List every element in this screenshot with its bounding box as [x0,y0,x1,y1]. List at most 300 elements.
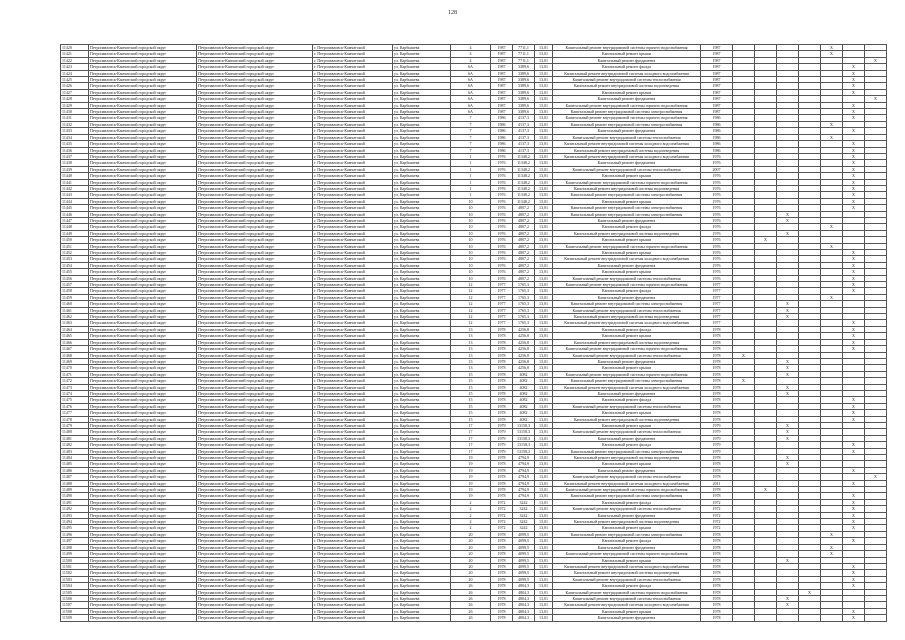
rate-cell: 13,01 [535,576,553,582]
last-repair-year-cell: 1987 [701,109,733,115]
city-cell: г. Петропавловск-Камчатский [313,51,393,57]
row-number: 11474 [61,390,89,396]
work-type-cell: Капитальный ремонт внутридомовой системы водоотведения [553,314,701,320]
municipality-cell: Петропавловск-Камчатский городской округ [89,147,197,153]
street-cell: ул. Карбышева [393,448,451,454]
year-built-cell: 1986 [491,147,513,153]
house-cell: 20 [451,531,491,537]
rate-cell: 13,01 [535,173,553,179]
city-cell: г. Петропавловск-Камчатский [313,96,393,102]
street-cell: ул. Карбышева [393,576,451,582]
work-type-cell: Капитальный ремонт внутридомовой системы холодного водоснабжения [553,480,701,486]
area-cell: 1765,3 [513,320,535,326]
period-mark-cell: X [843,102,865,108]
row-number: 11472 [61,378,89,384]
city-cell: г. Петропавловск-Камчатский [313,294,393,300]
work-type-cell: Капитальный ремонт фасада [553,583,701,589]
area-cell: 4137,3 [513,147,535,153]
area-cell: 3389,6 [513,96,535,102]
area-cell: 1765,3 [513,301,535,307]
year-built-cell: 1978 [491,583,513,589]
street-cell: ул. Карбышева [393,615,451,621]
city-cell: г. Петропавловск-Камчатский [313,237,393,243]
settlement-cell: Петропавловск-Камчатский городской округ [197,288,313,294]
period-mark-cell: X [865,474,887,480]
house-cell: 10 [451,237,491,243]
period-mark-cell: X [865,96,887,102]
area-cell: 4804,3 [513,608,535,614]
municipality-cell: Петропавловск-Камчатский городской округ [89,198,197,204]
house-cell: 17 [451,448,491,454]
work-type-cell: Капитальный ремонт внутридомовой системы электроснабжения [553,192,701,198]
street-cell: ул. Карбышева [393,160,451,166]
area-cell: 4082 [513,416,535,422]
settlement-cell: Петропавловск-Камчатский городской округ [197,455,313,461]
house-cell: 1 [451,166,491,172]
street-cell: ул. Карбышева [393,153,451,159]
work-type-cell: Капитальный ремонт внутридомовой системы водоотведения [553,147,701,153]
street-cell: ул. Карбышева [393,390,451,396]
last-repair-year-cell: 1976 [701,224,733,230]
area-cell: 4137,3 [513,115,535,121]
area-cell: 3389,6 [513,89,535,95]
area-cell: 4099,5 [513,538,535,544]
work-type-cell: Капитальный ремонт фундамента [553,96,701,102]
row-number: 11477 [61,410,89,416]
last-repair-year-cell: 1978 [701,595,733,601]
year-built-cell: 1978 [491,346,513,352]
last-repair-year-cell: 1987 [701,102,733,108]
period-mark-cell: X [843,333,865,339]
house-cell: 12 [451,288,491,294]
row-number: 11475 [61,397,89,403]
street-cell: ул. Карбышева [393,307,451,313]
repair-register-table [60,44,887,622]
rate-cell: 13,01 [535,378,553,384]
last-repair-year-cell: 1987 [701,70,733,76]
rate-cell: 13,01 [535,121,553,127]
last-repair-year-cell: 1978 [701,455,733,461]
row-number: 11496 [61,531,89,537]
street-cell: ул. Карбышева [393,166,451,172]
municipality-cell: Петропавловск-Камчатский городской округ [89,570,197,576]
street-cell: ул. Карбышева [393,519,451,525]
municipality-cell: Петропавловск-Камчатский городской округ [89,461,197,467]
year-built-cell: 1978 [491,595,513,601]
last-repair-year-cell: 1978 [701,461,733,467]
settlement-cell: Петропавловск-Камчатский городской округ [197,77,313,83]
rate-cell: 13,01 [535,102,553,108]
street-cell: ул. Карбышева [393,480,451,486]
work-type-cell: Капитальный ремонт внутридомовой системы теплоснабжения [553,77,701,83]
last-repair-year-cell: 1978 [701,570,733,576]
rate-cell: 13,01 [535,269,553,275]
period-mark-cell: X [843,160,865,166]
rate-cell: 13,01 [535,294,553,300]
row-number: 11452 [61,250,89,256]
area-cell: 4256,8 [513,365,535,371]
city-cell: г. Петропавловск-Камчатский [313,576,393,582]
house-cell: 1 [451,192,491,198]
street-cell: ул. Карбышева [393,128,451,134]
year-built-cell: 1972 [491,512,513,518]
municipality-cell: Петропавловск-Камчатский городской округ [89,192,197,198]
house-cell: 10 [451,262,491,268]
city-cell: г. Петропавловск-Камчатский [313,583,393,589]
year-built-cell: 1978 [491,570,513,576]
house-cell: 10 [451,211,491,217]
house-cell: 15 [451,403,491,409]
street-cell: ул. Карбышева [393,102,451,108]
row-number: 11457 [61,282,89,288]
municipality-cell: Петропавловск-Камчатский городской округ [89,583,197,589]
street-cell: ул. Карбышева [393,115,451,121]
city-cell: г. Петропавловск-Камчатский [313,435,393,441]
area-cell: 4804,3 [513,583,535,589]
settlement-cell: Петропавловск-Камчатский городской округ [197,365,313,371]
rate-cell: 13,01 [535,474,553,480]
rate-cell: 13,01 [535,45,553,51]
municipality-cell: Петропавловск-Камчатский городской округ [89,70,197,76]
house-cell: 10 [451,250,491,256]
period-mark-cell: X [843,499,865,505]
municipality-cell: Петропавловск-Камчатский городской округ [89,109,197,115]
work-type-cell: Капитальный ремонт фасада [553,326,701,332]
work-type-cell: Капитальный ремонт внутридомовой системы электроснабжения [553,531,701,537]
work-type-cell: Капитальный ремонт крыши [553,410,701,416]
house-cell: 19 [451,480,491,486]
work-type-cell: Капитальный ремонт фундамента [553,390,701,396]
row-number: 11462 [61,314,89,320]
rate-cell: 13,01 [535,51,553,57]
area-cell: 4256,8 [513,339,535,345]
area-cell: 4807,2 [513,256,535,262]
work-type-cell: Капитальный ремонт фундамента [553,544,701,550]
municipality-cell: Петропавловск-Камчатский городской округ [89,115,197,121]
last-repair-year-cell: 1977 [701,301,733,307]
year-built-cell: 1978 [491,384,513,390]
period-mark-cell: X [821,134,843,140]
city-cell: г. Петропавловск-Камчатский [313,301,393,307]
last-repair-year-cell: 1977 [701,288,733,294]
area-cell: 4807,2 [513,275,535,281]
house-cell: 7 [451,115,491,121]
last-repair-year-cell: 1987 [701,83,733,89]
row-number: 11498 [61,544,89,550]
municipality-cell: Петропавловск-Камчатский городской округ [89,557,197,563]
work-type-cell: Капитальный ремонт крыши [553,333,701,339]
last-repair-year-cell: 1978 [701,371,733,377]
year-built-cell: 1972 [491,519,513,525]
house-cell: 2 [451,512,491,518]
street-cell: ул. Карбышева [393,301,451,307]
house-cell: 20 [451,557,491,563]
period-mark-cell: X [843,192,865,198]
settlement-cell: Петропавловск-Камчатский городской округ [197,96,313,102]
year-built-cell: 1976 [491,224,513,230]
work-type-cell: Капитальный ремонт внутридомовой системы холодного водоснабжения [553,141,701,147]
city-cell: г. Петропавловск-Камчатский [313,153,393,159]
city-cell: г. Петропавловск-Камчатский [313,595,393,601]
year-built-cell: 1986 [491,115,513,121]
area-cell: 3389,6 [513,102,535,108]
area-cell: 3389,6 [513,83,535,89]
street-cell: ул. Карбышева [393,224,451,230]
year-built-cell: 1972 [491,506,513,512]
rate-cell: 13,01 [535,525,553,531]
work-type-cell: Капитальный ремонт внутридомовой системы горячего водоснабжения [553,102,701,108]
settlement-cell: Петропавловск-Камчатский городской округ [197,378,313,384]
row-number: 11420 [61,45,89,51]
work-type-cell: Капитальный ремонт фундамента [553,435,701,441]
street-cell: ул. Карбышева [393,89,451,95]
last-repair-year-cell: 1972 [701,506,733,512]
area-cell: 11348,2 [513,198,535,204]
rate-cell: 13,01 [535,314,553,320]
period-mark-cell: X [843,198,865,204]
period-mark-cell: X [843,128,865,134]
last-repair-year-cell: 1978 [701,416,733,422]
row-number: 11454 [61,262,89,268]
house-cell: 26 [451,595,491,601]
work-type-cell: Капитальный ремонт внутридомовой системы теплоснабжения [553,352,701,358]
year-built-cell: 1976 [491,269,513,275]
municipality-cell: Петропавловск-Камчатский городской округ [89,352,197,358]
last-repair-year-cell: 1976 [701,275,733,281]
rate-cell: 13,01 [535,595,553,601]
period-mark-cell: X [843,448,865,454]
municipality-cell: Петропавловск-Камчатский городской округ [89,455,197,461]
year-built-cell: 1976 [491,243,513,249]
house-cell: 7 [451,134,491,140]
last-repair-year-cell: 1986 [701,121,733,127]
municipality-cell: Петропавловск-Камчатский городской округ [89,576,197,582]
street-cell: ул. Карбышева [393,352,451,358]
year-built-cell: 1972 [491,525,513,531]
work-type-cell: Капитальный ремонт внутридомовой системы теплоснабжения [553,166,701,172]
settlement-cell: Петропавловск-Камчатский городской округ [197,109,313,115]
settlement-cell: Петропавловск-Камчатский городской округ [197,147,313,153]
municipality-cell: Петропавловск-Камчатский городской округ [89,217,197,223]
row-number: 11444 [61,198,89,204]
city-cell: г. Петропавловск-Камчатский [313,384,393,390]
last-repair-year-cell: 1978 [701,352,733,358]
house-cell: 10 [451,269,491,275]
city-cell: г. Петропавловск-Камчатский [313,89,393,95]
row-number: 11486 [61,467,89,473]
settlement-cell: Петропавловск-Камчатский городской округ [197,563,313,569]
city-cell: г. Петропавловск-Камчатский [313,416,393,422]
year-built-cell: 1976 [491,185,513,191]
rate-cell: 13,01 [535,519,553,525]
settlement-cell: Петропавловск-Камчатский городской округ [197,282,313,288]
rate-cell: 13,01 [535,487,553,493]
last-repair-year-cell: 1977 [701,314,733,320]
area-cell: 4099,5 [513,531,535,537]
last-repair-year-cell: 1972 [701,525,733,531]
work-type-cell: Капитальный ремонт фасада [553,538,701,544]
municipality-cell: Петропавловск-Камчатский городской округ [89,185,197,191]
period-mark-cell: X [777,301,799,307]
city-cell: г. Петропавловск-Камчатский [313,160,393,166]
area-cell: 4256,8 [513,333,535,339]
row-number: 11491 [61,499,89,505]
last-repair-year-cell: 1976 [701,256,733,262]
year-built-cell: 1976 [491,217,513,223]
house-cell: 17 [451,435,491,441]
last-repair-year-cell: 1987 [701,89,733,95]
rate-cell: 13,01 [535,262,553,268]
municipality-cell: Петропавловск-Камчатский городской округ [89,173,197,179]
rate-cell: 13,01 [535,77,553,83]
city-cell: г. Петропавловск-Камчатский [313,519,393,525]
street-cell: ул. Карбышева [393,77,451,83]
rate-cell: 13,01 [535,531,553,537]
period-mark-cell: X [843,173,865,179]
work-type-cell: Капитальный ремонт крыши [553,89,701,95]
work-type-cell: Капитальный ремонт внутридомовой системы водоотведения [553,455,701,461]
settlement-cell: Петропавловск-Камчатский городской округ [197,70,313,76]
page-number: 128 [448,10,457,16]
area-cell: 4794,9 [513,474,535,480]
settlement-cell: Петропавловск-Камчатский городской округ [197,230,313,236]
house-cell: 10 [451,205,491,211]
year-built-cell: 1978 [491,333,513,339]
row-number: 11445 [61,205,89,211]
area-cell: 3242 [513,519,535,525]
area-cell: 4807,2 [513,224,535,230]
rate-cell: 13,01 [535,198,553,204]
municipality-cell: Петропавловск-Камчатский городской округ [89,435,197,441]
period-mark-cell: X [843,397,865,403]
rate-cell: 13,01 [535,83,553,89]
city-cell: г. Петропавловск-Камчатский [313,422,393,428]
city-cell: г. Петропавловск-Камчатский [313,512,393,518]
work-type-cell: Капитальный ремонт внутридомовой системы электроснабжения [553,378,701,384]
period-mark-cell: X [843,115,865,121]
area-cell: 4099,5 [513,557,535,563]
last-repair-year-cell: 1976 [701,198,733,204]
street-cell: ул. Карбышева [393,583,451,589]
street-cell: ул. Карбышева [393,493,451,499]
settlement-cell: Петропавловск-Камчатский городской округ [197,371,313,377]
period-mark-cell: X [843,256,865,262]
year-built-cell: 1976 [491,173,513,179]
rate-cell: 13,01 [535,589,553,595]
year-built-cell: 1987 [491,83,513,89]
city-cell: г. Петропавловск-Камчатский [313,525,393,531]
last-repair-year-cell: 1978 [701,589,733,595]
street-cell: ул. Карбышева [393,141,451,147]
last-repair-year-cell: 1976 [701,250,733,256]
area-cell: 4099,5 [513,551,535,557]
period-mark-cell: X [777,230,799,236]
city-cell: г. Петропавловск-Камчатский [313,371,393,377]
settlement-cell: Петропавловск-Камчатский городской округ [197,256,313,262]
city-cell: г. Петропавловск-Камчатский [313,390,393,396]
rate-cell: 13,01 [535,243,553,249]
settlement-cell: Петропавловск-Камчатский городской округ [197,121,313,127]
street-cell: ул. Карбышева [393,211,451,217]
city-cell: г. Петропавловск-Камчатский [313,134,393,140]
area-cell: 13158,3 [513,448,535,454]
city-cell: г. Петропавловск-Камчатский [313,166,393,172]
settlement-cell: Петропавловск-Камчатский городской округ [197,346,313,352]
year-built-cell: 1978 [491,461,513,467]
work-type-cell: Капитальный ремонт крыши [553,557,701,563]
municipality-cell: Петропавловск-Камчатский городской округ [89,320,197,326]
year-built-cell: 1978 [491,487,513,493]
period-empty-cell [733,615,755,621]
house-cell: 2 [451,519,491,525]
rate-cell: 13,01 [535,448,553,454]
settlement-cell: Петропавловск-Камчатский городской округ [197,211,313,217]
last-repair-year-cell: 1979 [701,442,733,448]
last-repair-year-cell: 1978 [701,358,733,364]
year-built-cell: 1978 [491,493,513,499]
row-number: 11499 [61,551,89,557]
period-mark-cell: X [733,352,755,358]
city-cell: г. Петропавловск-Камчатский [313,77,393,83]
last-repair-year-cell: 1979 [701,448,733,454]
house-cell: 13 [451,365,491,371]
last-repair-year-cell: 1986 [701,134,733,140]
year-built-cell: 1979 [491,442,513,448]
last-repair-year-cell: 1977 [701,307,733,313]
work-type-cell: Капитальный ремонт внутридомовой системы теплоснабжения [553,307,701,313]
row-number: 11481 [61,435,89,441]
period-mark-cell: X [843,480,865,486]
year-built-cell: 1978 [491,371,513,377]
last-repair-year-cell: 1978 [701,487,733,493]
area-cell: 1765,3 [513,282,535,288]
municipality-cell: Петропавловск-Камчатский городской округ [89,474,197,480]
settlement-cell: Петропавловск-Камчатский городской округ [197,384,313,390]
period-mark-cell: X [777,602,799,608]
municipality-cell: Петропавловск-Камчатский городской округ [89,397,197,403]
rate-cell: 13,01 [535,416,553,422]
street-cell: ул. Карбышева [393,455,451,461]
city-cell: г. Петропавловск-Камчатский [313,147,393,153]
house-cell: 13 [451,352,491,358]
rate-cell: 13,01 [535,467,553,473]
city-cell: г. Петропавловск-Камчатский [313,45,393,51]
area-cell: 4082 [513,384,535,390]
work-type-cell: Капитальный ремонт внутридомовой системы горячего водоснабжения [553,115,701,121]
house-cell: 15 [451,384,491,390]
work-type-cell: Капитальный ремонт фундамента [553,217,701,223]
work-type-cell: Капитальный ремонт внутридомовой системы горячего водоснабжения [553,551,701,557]
year-built-cell: 1977 [491,301,513,307]
row-number: 11442 [61,185,89,191]
year-built-cell: 1978 [491,563,513,569]
municipality-cell: Петропавловск-Камчатский городской округ [89,314,197,320]
row-number: 11459 [61,294,89,300]
street-cell: ул. Карбышева [393,589,451,595]
rate-cell: 13,01 [535,57,553,63]
house-cell: 15 [451,371,491,377]
municipality-cell: Петропавловск-Камчатский городской округ [89,467,197,473]
year-built-cell: 1978 [491,416,513,422]
rate-cell: 13,01 [535,275,553,281]
city-cell: г. Петропавловск-Камчатский [313,115,393,121]
work-type-cell: Капитальный ремонт внутридомовой системы теплоснабжения [553,134,701,140]
settlement-cell: Петропавловск-Камчатский городской округ [197,64,313,70]
year-built-cell: 1978 [491,326,513,332]
settlement-cell: Петропавловск-Камчатский городской округ [197,461,313,467]
period-mark-cell: X [777,371,799,377]
settlement-cell: Петропавловск-Камчатский городской округ [197,102,313,108]
